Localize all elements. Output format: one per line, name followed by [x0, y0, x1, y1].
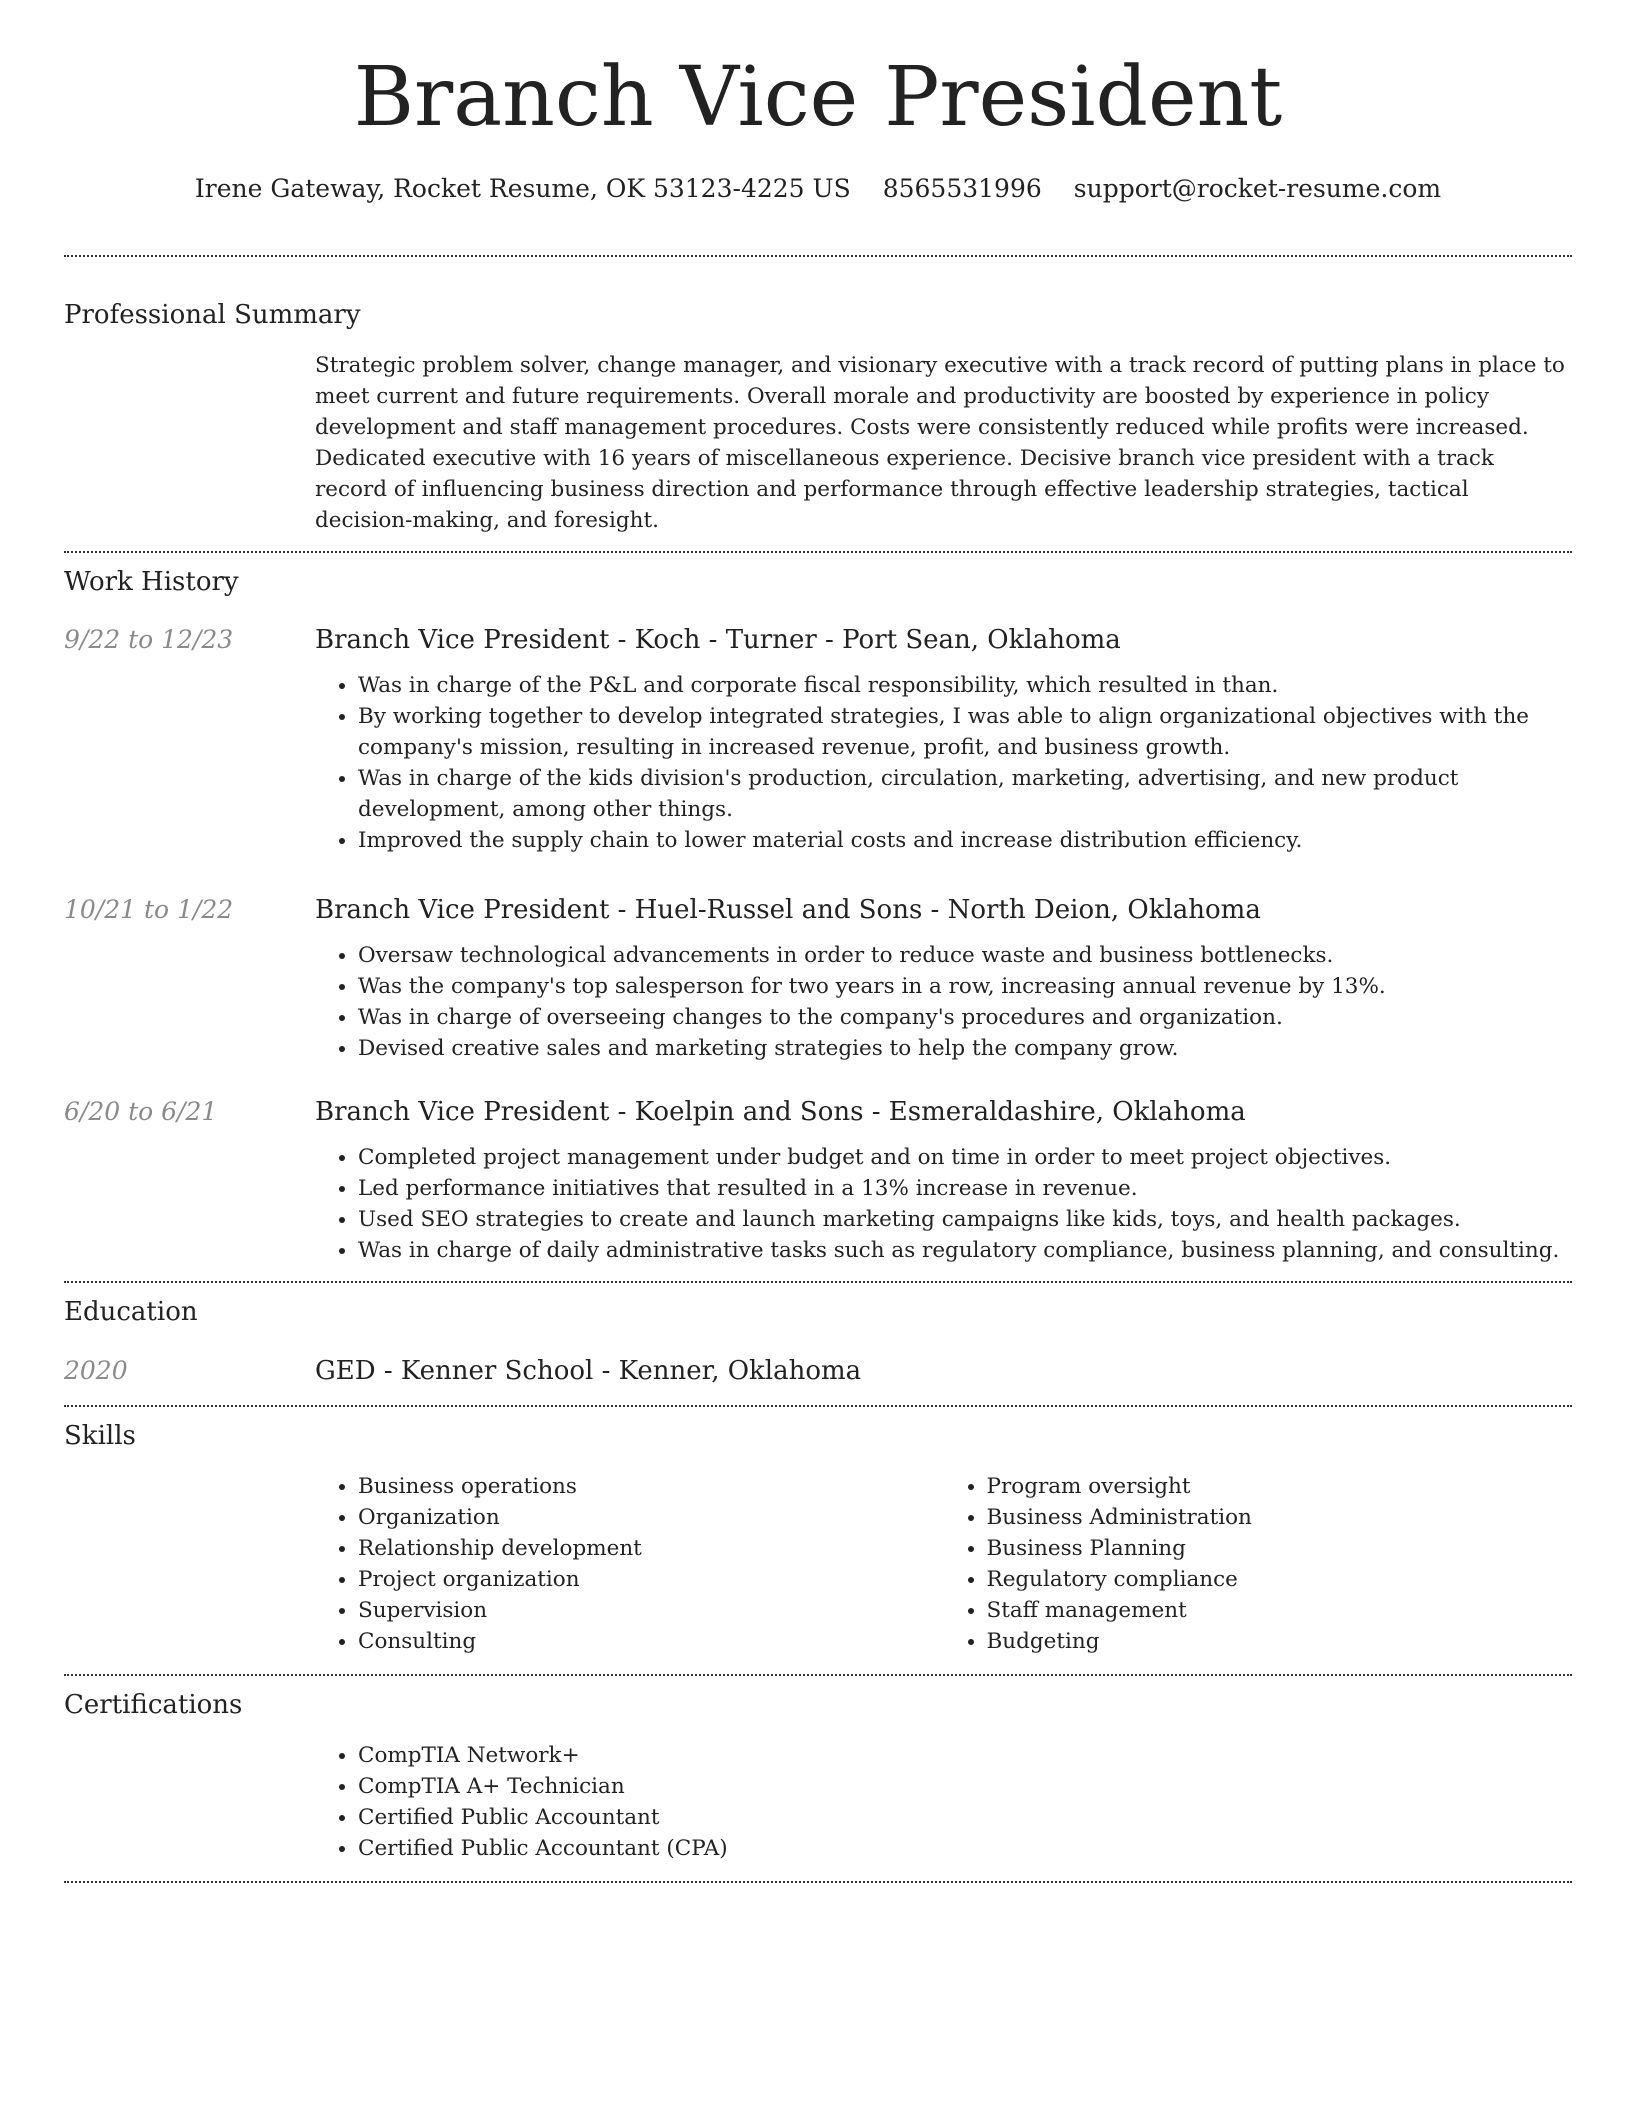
list-item: • Consulting: [358, 1626, 944, 1657]
list-item: • Business Administration: [987, 1502, 1573, 1533]
job-title: Branch Vice President - Koelpin and Sons - Esmeraldashire, Oklahoma: [315, 1097, 1246, 1127]
list-item: • Program oversight: [987, 1471, 1573, 1502]
education-degree: GED - Kenner School - Kenner, Oklahoma: [315, 1356, 862, 1386]
list-item: • Completed project management under budget and on time in order to meet project objectives.: [358, 1142, 1572, 1173]
contact-address: Irene Gateway, Rocket Resume, OK 53123-4225 US: [194, 174, 851, 203]
contact-email: support@rocket-resume.com: [1073, 174, 1442, 203]
skills-columns: [315, 1471, 1572, 1657]
list-item: • Was in charge of overseeing changes to the company's procedures and organization.: [358, 1002, 1572, 1033]
divider: [64, 1881, 1572, 1883]
skills-list-left: [315, 1471, 944, 1657]
skills-section: [64, 1419, 1572, 1657]
work-history-section: [64, 565, 1572, 1266]
job-bullets: [315, 940, 1572, 1064]
list-item: • Improved the supply chain to lower material costs and increase distribution efficiency.: [358, 825, 1572, 856]
list-item: • Was in charge of the kids division's production, circulation, marketing, advertising, and new product development, among other things.: [358, 763, 1572, 825]
list-item: • Business Planning: [987, 1533, 1573, 1564]
list-item: • Was in charge of the P&L and corporate fiscal responsibility, which resulted in than.: [358, 670, 1572, 701]
list-item: • Staff management: [987, 1595, 1573, 1626]
list-item: • CompTIA A+ Technician: [358, 1771, 1572, 1802]
job-title: Branch Vice President - Huel-Russel and Sons - North Deion, Oklahoma: [315, 895, 1261, 925]
list-item: • Business operations: [358, 1471, 944, 1502]
list-item: • Supervision: [358, 1595, 944, 1626]
divider: [64, 1281, 1572, 1283]
education-entry: [64, 1353, 1572, 1389]
list-item: • Oversaw technological advancements in order to reduce waste and business bottlenecks.: [358, 940, 1572, 971]
list-item: • CompTIA Network+: [358, 1740, 1572, 1771]
contact-line: [64, 172, 1572, 206]
list-item: • By working together to develop integrated strategies, I was able to align organizational objectives with the company's mission, resulting in increased revenue, profit, and business growth.: [358, 701, 1572, 763]
list-item: • Led performance initiatives that resulted in a 13% increase in revenue.: [358, 1173, 1572, 1204]
resume-page: [64, 0, 1572, 1883]
job-entry: [64, 1094, 1572, 1266]
job-title: Branch Vice President - Koch - Turner - Port Sean, Oklahoma: [315, 625, 1121, 655]
list-item: • Certified Public Accountant (CPA): [358, 1833, 1572, 1864]
list-item: • Certified Public Accountant: [358, 1802, 1572, 1833]
job-dates: 9/22 to 12/23: [64, 625, 234, 654]
education-year: 2020: [64, 1356, 128, 1385]
summary-section: [64, 298, 1572, 536]
list-item: • Organization: [358, 1502, 944, 1533]
divider: [64, 1405, 1572, 1407]
job-entry: [64, 892, 1572, 1064]
certifications-section: [64, 1688, 1572, 1864]
section-title-skills: Skills: [64, 1421, 136, 1451]
section-title-work-history: Work History: [64, 567, 239, 597]
job-bullets: [315, 1142, 1572, 1266]
skills-list-right: [944, 1471, 1573, 1657]
section-title-education: Education: [64, 1297, 198, 1327]
job-dates: 10/21 to 1/22: [64, 895, 234, 924]
list-item: • Was in charge of daily administrative tasks such as regulatory compliance, business planning, and consulting.: [358, 1235, 1572, 1266]
divider: [64, 255, 1572, 257]
job-entry: [64, 622, 1572, 856]
list-item: • Used SEO strategies to create and launch marketing campaigns like kids, toys, and health packages.: [358, 1204, 1572, 1235]
resume-name: Branch Vice President: [353, 50, 1283, 145]
education-section: [64, 1295, 1572, 1389]
list-item: • Was the company's top salesperson for two years in a row, increasing annual revenue by 13%.: [358, 971, 1572, 1002]
list-item: • Devised creative sales and marketing strategies to help the company grow.: [358, 1033, 1572, 1064]
section-title-certifications: Certifications: [64, 1690, 243, 1720]
section-title-summary: Professional Summary: [64, 300, 361, 330]
summary-text: Strategic problem solver, change manager, and visionary executive with a track record of putting plans in place to meet current and future requirements. Overall morale and productivity are boosted by experience in policy development and staff management procedures. Costs were consistently reduced while profits were increased. Dedicated executive with 16 years of miscellaneous experience. Decisive branch vice president with a track record of influencing business direction and performance through effective leadership strategies, tactical decision-making, and foresight.: [315, 353, 1565, 533]
job-dates: 6/20 to 6/21: [64, 1097, 218, 1126]
divider: [64, 1674, 1572, 1676]
list-item: • Regulatory compliance: [987, 1564, 1573, 1595]
certifications-column: [315, 1740, 1572, 1864]
list-item: • Relationship development: [358, 1533, 944, 1564]
list-item: • Budgeting: [987, 1626, 1573, 1657]
list-item: • Project organization: [358, 1564, 944, 1595]
certifications-list: [315, 1740, 1572, 1864]
divider: [64, 551, 1572, 553]
job-bullets: [315, 670, 1572, 856]
contact-phone: 8565531996: [882, 174, 1042, 203]
